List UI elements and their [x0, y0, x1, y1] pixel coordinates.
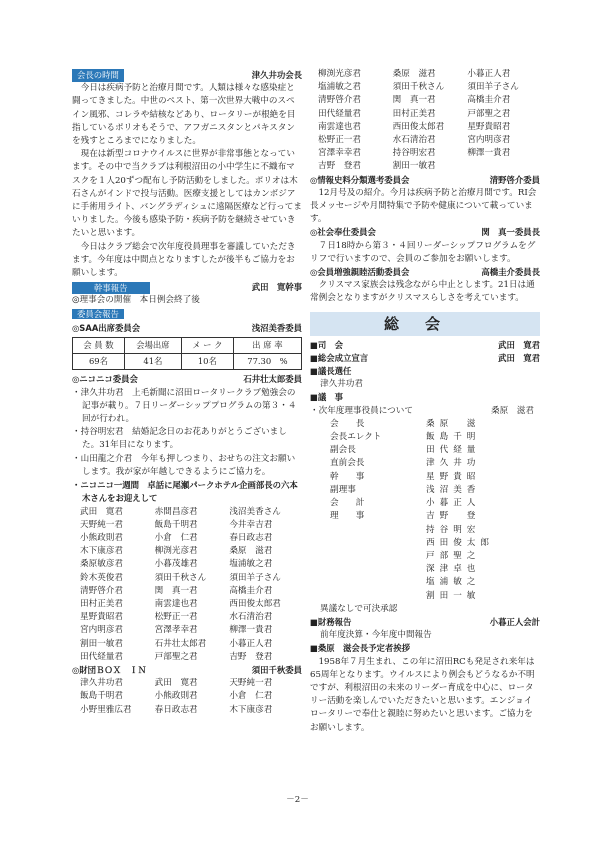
member-name: 塩浦敏之君: [229, 559, 273, 570]
attendance-header-cell: 出 席 率: [233, 338, 301, 354]
member-name: 武田 寛君: [80, 506, 123, 517]
sengen-row: [310, 352, 540, 365]
member-name: 桑原 滋君: [392, 69, 436, 79]
niko-header: [72, 373, 302, 386]
member-name: 津久井功君: [80, 678, 123, 689]
member-name: 吉野 登君: [318, 161, 361, 172]
member-name: 塩浦敏之君: [318, 82, 361, 93]
officer-name: 小暮正人: [426, 498, 481, 509]
niko-names-list: [80, 506, 302, 664]
kanji-author: 武田 寛幹事: [251, 282, 302, 293]
member-name: 宮内明彦君: [467, 135, 511, 146]
member-name: 柳渕光彦君: [318, 69, 361, 79]
member-name: 清野啓介君: [318, 95, 361, 106]
member-name: 天野純一君: [229, 678, 273, 689]
sengen-label: ■総会成立宣言: [310, 352, 369, 363]
kaiin-author: 高橋圭介委員長: [481, 267, 540, 278]
continued-names-list: [318, 68, 540, 174]
member-name: 小熊政則君: [80, 532, 123, 543]
giji-label: ■議 事: [310, 392, 344, 403]
joho-title: ◎情報史料分類選考委員会: [310, 174, 410, 185]
officer-role: [330, 524, 406, 537]
shakai-title: ◎社会奉仕委員会: [310, 227, 376, 238]
officer-role: 会 計: [330, 498, 365, 509]
attendance-value-row: [73, 354, 302, 370]
gicho-label: ■議長選任: [310, 366, 352, 377]
aisatsu-label: ■桑原 滋会長予定者挨拶: [310, 643, 411, 654]
kanji-report-line: ◎理事会の開催 本日例会終了後: [72, 295, 200, 306]
member-name: 南雲達也君: [318, 121, 361, 132]
attendance-table: [72, 337, 302, 370]
iinkai-section-label: 委員会報告: [72, 309, 124, 319]
officer-name: 津久井功: [426, 458, 481, 469]
officer-name: 塩浦敏之: [426, 577, 481, 588]
member-name: 割田一敏君: [392, 161, 436, 172]
shakai-text: ７日18時から第３・４回リーダーシップフログラムをグリフで行いますので、会員のご参加をお願いします。: [310, 240, 536, 264]
officer-role: [330, 563, 406, 576]
saa-title: ◎SAA出席委員会: [72, 322, 141, 333]
officer-name: 田代経量: [426, 445, 481, 456]
member-name: 松野正一君: [154, 612, 198, 623]
niko-item: ・持谷明宏君 結婚記念日のお花ありがとうございました。31年目になります。: [72, 427, 287, 451]
officer-role: 会 長: [330, 418, 365, 429]
joho-author: 清野啓介委員: [489, 174, 540, 185]
kaicho-section-label: 会長の時間: [72, 69, 124, 82]
joho-text: 12月号及の紹介。今月は疾病予防と治療月間です。RI会長メッセージや月間特集で予防や健康について載っています。: [310, 187, 537, 225]
member-name: 田村正美君: [392, 108, 436, 119]
member-name: 天野純一君: [80, 519, 123, 530]
member-name: 鈴木英俊君: [80, 572, 123, 583]
shikai-label: ■司 会: [310, 339, 344, 350]
niko-week-title: ・ニコニコ一週間 卓話に尾瀬パークホテル企画部長の六本木さんをお迎えして: [72, 480, 298, 504]
officer-role: 副理事: [330, 484, 356, 495]
attendance-header-cell: メ ー ク: [181, 338, 233, 354]
member-name: 割田一敏君: [80, 638, 123, 649]
kaiin-header: [310, 266, 540, 279]
officer-role: 副会長: [330, 445, 356, 456]
officer-name: 浅沼美香: [426, 484, 481, 495]
member-name: 須田千秋さん: [154, 572, 207, 583]
member-name: 田代経量君: [80, 651, 123, 662]
member-name: 清野啓介君: [80, 585, 123, 596]
kaicho-paragraph: 今日はクラブ総会で次年度役員理事を審議していただきます。今年度は中間点となりますしたが後半もご協力をお願いします。: [72, 241, 296, 279]
attendance-value-cell: 10名: [181, 354, 233, 370]
member-name: 小暮茂雄君: [154, 559, 198, 570]
member-name: 関 真一君: [392, 95, 436, 106]
member-name: 水石清治君: [229, 612, 273, 623]
member-name: 柳澤一貴君: [467, 148, 511, 159]
officer-name: 持谷明宏: [426, 524, 481, 535]
member-name: 星野貴昭君: [80, 612, 123, 623]
approval-text: 異議なしで可決承認: [320, 603, 398, 614]
member-name: 小倉 仁君: [154, 532, 198, 543]
aisatsu-text: 1958年７月生まれ、この年に沼田RCも発足され来年は65周年となります。ウイルスにより例会もどうなるか不明ですが、利根沼田の未来のリーダー育成を中心に、ロータリー活動を楽しんでいただきたいと思います。エンジョイロータリーで奉仕と親睦に努めたいと思います。ご協力をお願いします。: [310, 656, 535, 733]
niko-item: ・山田龍之介君 今年も押しつまり、おせちの注文お願いします。我が家が年越しできるようにご協力を。: [72, 453, 296, 477]
member-name: 今井幸吉君: [229, 519, 273, 530]
sokai-banner: 総会: [310, 312, 540, 336]
member-name: 高橋圭介君: [467, 95, 511, 106]
officer-name: 飯島千明: [426, 432, 481, 443]
box-header: [72, 664, 302, 677]
zaimu-name: 小暮正人会計: [489, 616, 540, 627]
member-name: 吉野 登君: [229, 651, 273, 662]
joho-header: [310, 174, 540, 187]
member-name: 宮澤孝幸君: [154, 625, 198, 636]
officer-role: [330, 576, 406, 589]
member-name: 松野正一君: [318, 135, 361, 146]
giji-item: ・次年度理事役員について: [310, 405, 413, 416]
member-name: 南雲達也君: [154, 598, 198, 609]
box-names-list: [80, 677, 302, 717]
member-name: 木下康彦君: [80, 546, 123, 557]
attendance-header-row: [73, 338, 302, 354]
member-name: 春日政志君: [154, 704, 198, 715]
member-name: 宮内明彦君: [80, 625, 123, 636]
member-name: 小熊政則君: [154, 691, 198, 702]
member-name: 須田千秋さん: [392, 82, 445, 93]
left-column: [72, 68, 302, 717]
attendance-value-cell: 69名: [73, 354, 125, 370]
member-name: 赤間昌彦君: [154, 506, 198, 517]
zaimu-text: 前年度決算・今年度中間報告: [320, 630, 432, 641]
member-name: 桑原敏彦君: [80, 559, 123, 570]
right-column: [310, 68, 540, 735]
sengen-name: 武田 寛君: [498, 352, 540, 363]
kaiin-title: ◎会員増強親睦活動委員会: [310, 267, 410, 278]
shakai-header: [310, 226, 540, 239]
member-name: 柳渕光彦君: [154, 546, 198, 557]
member-name: 浅沼美香さん: [229, 506, 281, 517]
officer-role: [330, 537, 406, 550]
member-name: 宮澤幸幸君: [318, 148, 361, 159]
officer-name: 吉野 登: [426, 511, 481, 522]
kanji-header: [72, 281, 302, 294]
officer-name: 割田一敏: [426, 590, 481, 601]
member-name: 木下康彦君: [229, 704, 273, 715]
officers-list: [330, 418, 540, 603]
officer-role: 会長エレクト: [330, 432, 382, 443]
shikai-row: [310, 339, 540, 352]
niko-author: 石井壮太郎委員: [243, 374, 302, 385]
giji-item-row: [310, 405, 540, 418]
member-name: 小暮正人君: [229, 638, 273, 649]
giji-item-name: 桑原 滋君: [491, 405, 534, 416]
saa-author: 浅沼美香委員: [251, 322, 302, 333]
member-name: 飯島千明君: [154, 519, 198, 530]
page-number: －2－: [286, 795, 309, 805]
kanji-section-label: 幹事報告: [72, 282, 150, 295]
member-name: 小野里雅広君: [80, 704, 132, 715]
niko-item: ・津久井功君 上毛新聞に沼田ロータリークラブ勉強会の記事が載り。７日リーダーシッププログラムの第３・４回が行われ。: [72, 387, 297, 425]
gicho-name: 津久井功君: [320, 379, 363, 390]
member-name: 田代経量君: [318, 108, 361, 119]
officer-role: [330, 590, 406, 603]
member-name: 水石清治君: [392, 135, 436, 146]
attendance-header-cell: 会 員 数: [73, 338, 125, 354]
officer-name: 西田俊太郎: [426, 537, 494, 548]
officer-role: 理 事: [330, 511, 365, 522]
member-name: 桑原 滋君: [229, 546, 273, 557]
shakai-author: 関 真一委員長: [481, 227, 540, 238]
box-author: 須田千秋委員: [251, 664, 302, 675]
member-name: 飯島千明君: [80, 691, 123, 702]
officer-role: [330, 550, 406, 563]
kaicho-header: [72, 69, 302, 82]
member-name: 戸部聖之君: [154, 651, 198, 662]
saa-header: [72, 322, 302, 335]
member-name: 石井壮太郎君: [154, 638, 207, 649]
kaicho-paragraph: 今日は疾病予防と治療月間です。人類は様々な感染症と闘ってきました。中世のペスト、第一次世界大戦中のスペイン風邪、コレラや結核などあり、ロータリーが根絶を目指しているポリオもそうで、アフガニスタンとパキスタンを残すところまでになりました。: [72, 83, 296, 147]
member-name: 小暮正人君: [467, 69, 511, 79]
attendance-value-cell: 41名: [124, 354, 181, 370]
zaimu-label: ■財務報告: [310, 616, 352, 627]
attendance-header-cell: 会場出席: [124, 338, 181, 354]
member-name: 西田俊太郎君: [392, 121, 445, 132]
zaimu-row: [310, 616, 540, 629]
member-name: 須田羊子さん: [229, 572, 281, 583]
kaiin-text: クリスマス家族会は残念ながら中止とします。21日は通常例会となりますがクリスマスらしさを考えています。: [310, 280, 535, 304]
officer-name: 戸部聖之: [426, 550, 481, 561]
member-name: [467, 160, 540, 173]
officer-name: 桑原 滋: [426, 418, 481, 429]
kaicho-paragraph: 現在は新型コロナウイルスに世界が非常事態となっています。その中で当クラブは利根沼田の小中学生に不織布マスクを１人20ずつ配布し予防活動をしました。ポリオは木石さんがインドで投与活動。医療支援としてはカンボジアに手術用ライト、バングラディシュに遠隔医療など行ってまいりました。今後も感染予防・疾病予防を継続させていきたいと思います。: [72, 149, 302, 239]
box-title: ◎財団ＢＯＸ ＩＮ: [72, 664, 147, 675]
member-name: 持谷明宏君: [392, 148, 436, 159]
attendance-value-cell: 77.30 %: [233, 354, 301, 370]
kaicho-author: 津久井功会長: [251, 70, 302, 80]
officer-name: 星野貴昭: [426, 471, 481, 482]
member-name: 高橋圭介君: [229, 585, 273, 596]
member-name: 武田 寛君: [154, 678, 198, 689]
member-name: 星野貴昭君: [467, 121, 511, 132]
member-name: 戸部聖之君: [467, 108, 511, 119]
niko-title: ◎ニコニコ委員会: [72, 374, 138, 385]
member-name: 春日政志君: [229, 532, 273, 543]
officer-name: 深津卓也: [426, 564, 481, 575]
member-name: 小倉 仁君: [229, 691, 273, 702]
member-name: 関 真一君: [154, 585, 198, 596]
member-name: 柳澤一貴君: [229, 625, 273, 636]
shikai-name: 武田 寛君: [498, 339, 540, 350]
member-name: 田村正美君: [80, 598, 123, 609]
officer-role: 幹 事: [330, 471, 365, 482]
member-name: 須田羊子さん: [467, 82, 519, 93]
officer-role: 直前会長: [330, 458, 365, 469]
member-name: 西田俊太郎君: [229, 598, 281, 609]
